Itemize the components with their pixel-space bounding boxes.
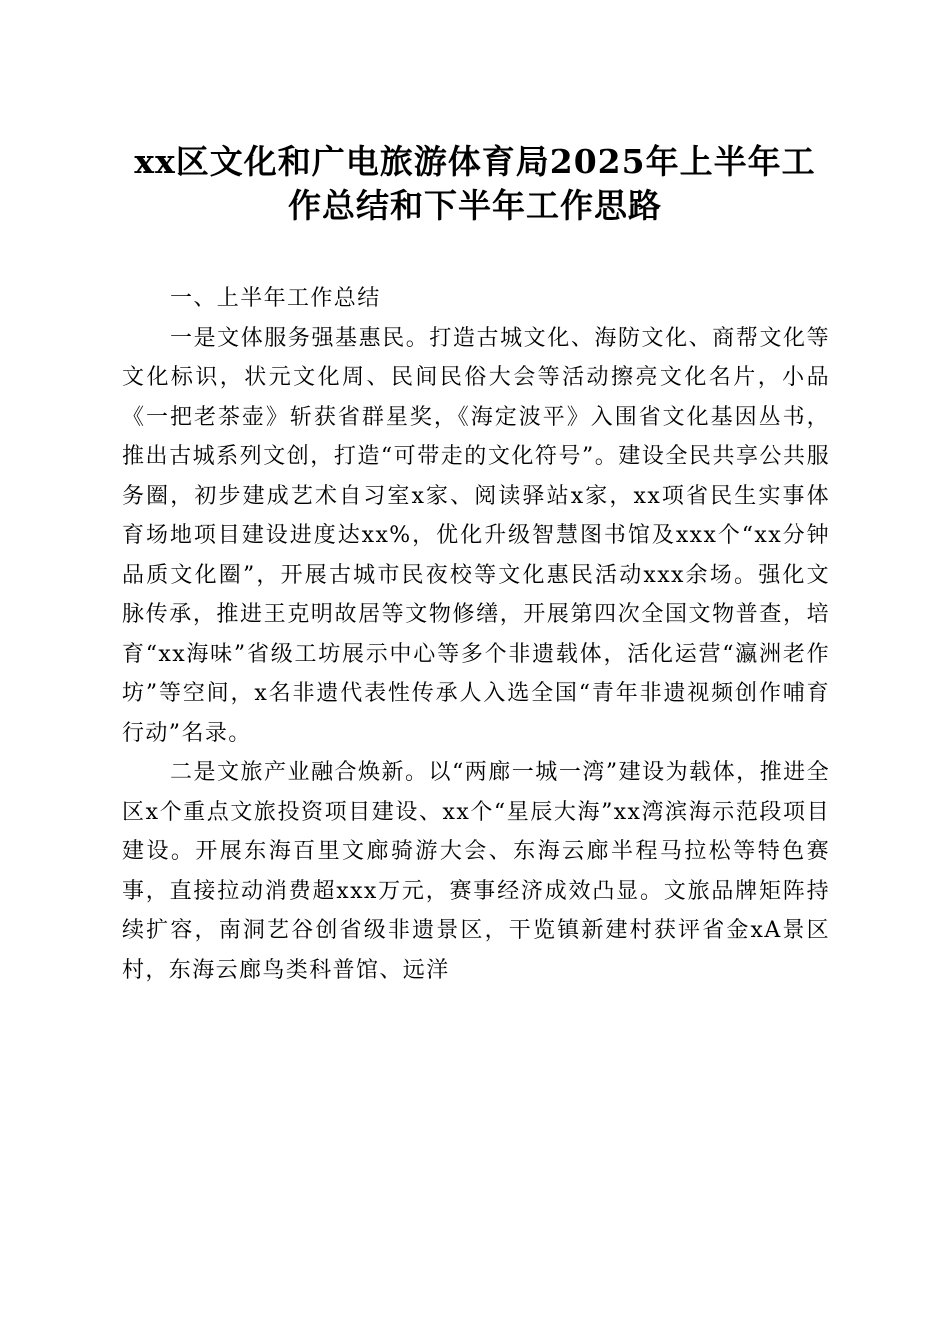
title-line-2: 作总结和下半年工作思路 <box>288 186 662 225</box>
document-title <box>110 140 840 228</box>
paragraph-lead: 二是文旅产业融合焕新。 <box>170 760 429 785</box>
paragraph-culture-sports-services <box>122 319 830 754</box>
paragraph-culture-tourism-industry <box>122 753 830 990</box>
paragraph-text: 以“两廊一城一湾”建设为载体，推进全区x个重点文旅投资项目建设、xx个“星辰大海”xx湾滨海示范段项目建设。开展东海百里文廊骑游大会、东海云廊半程马拉松等特色赛事，直接拉动消费超xxx万元，赛事经济成效凸显。文旅品牌矩阵持续扩容，南洞艺谷创省级非遗景区，干览镇新建村获评省金xA景区村，东海云廊鸟类科普馆、远洋 <box>122 760 830 983</box>
paragraph-lead: 一是文体服务强基惠民。 <box>170 325 430 351</box>
paragraph-text: 打造古城文化、海防文化、商帮文化等文化标识，状元文化周、民间民俗大会等活动擦亮文化名片，小品《一把老茶壶》斩获省群星奖，《海定波平》入围省文化基因丛书，推出古城系列文创，打造“可带走的文化符号”。建设全民共享公共服务圈，初步建成艺术自习室x家、阅读驿站x家，xx项省民生实事体育场地项目建设进度达xx%，优化升级智慧图书馆及xxx个“xx分钟品质文化圈”，开展古城市民夜校等文化惠民活动xxx余场。强化文脉传承，推进王克明故居等文物修缮，开展第四次全国文物普查，培育“xx海味”省级工坊展示中心等多个非遗载体，活化运营“瀛洲老作坊”等空间，x名非遗代表性传承人入选全国“青年非遗视频创作哺育行动”名录。 <box>122 325 830 746</box>
document-body <box>122 279 830 990</box>
section-heading-first-half-summary: 一、上半年工作总结 <box>170 286 381 311</box>
title-line-1: xx区文化和广电旅游体育局2025年上半年工 <box>134 142 816 181</box>
